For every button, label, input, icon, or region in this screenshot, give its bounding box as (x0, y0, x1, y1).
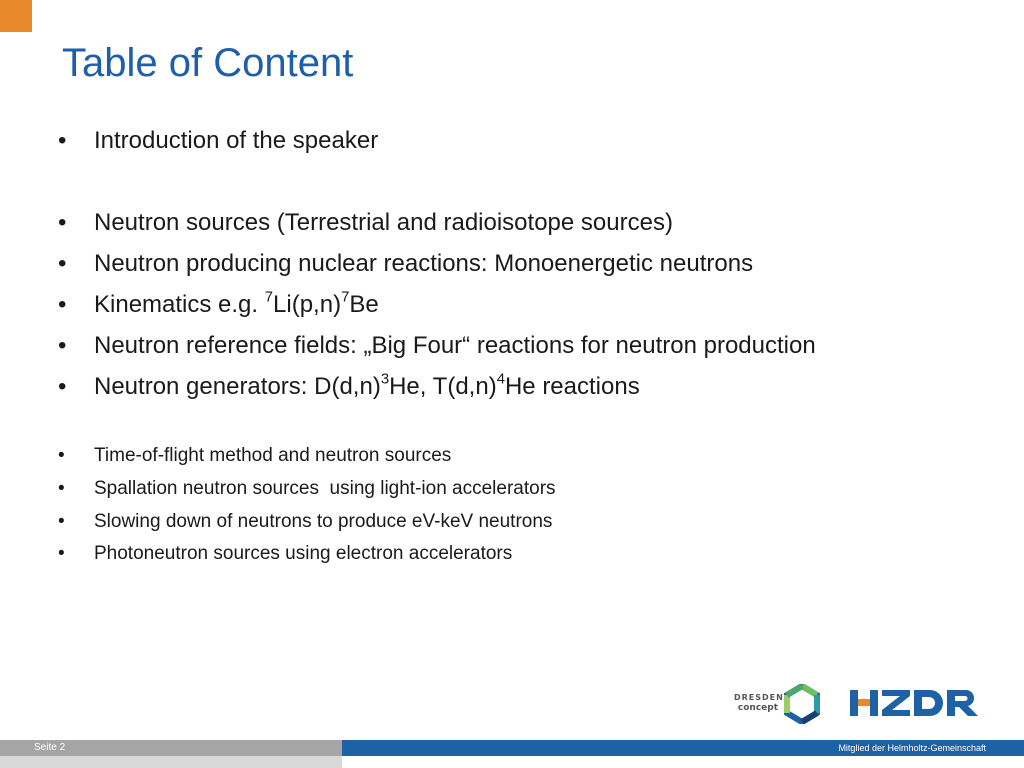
item-text: Introduction of the speaker (94, 127, 379, 154)
bullet: • (58, 209, 67, 236)
dresden-ring-icon (782, 684, 822, 724)
item-text (94, 290, 379, 320)
item-text-part: He, T(d,n) (389, 373, 497, 400)
superscript: 7 (264, 289, 274, 306)
hzdr-logo (848, 688, 984, 718)
item-text-part: Li(p,n) (273, 291, 342, 318)
helmholtz-membership: Mitglied der Helmholtz-Gemeinschaft (838, 743, 986, 753)
item-text: Neutron producing nuclear reactions: Monoenergetic neutrons (94, 250, 754, 277)
bullet: • (58, 291, 67, 318)
bullet: • (58, 478, 65, 499)
item-text: Photoneutron sources using electron accelerators (94, 543, 513, 564)
item-text: Neutron sources (Terrestrial and radioisotope sources) (94, 209, 673, 236)
footer-right-lower-band (342, 756, 1024, 768)
bullet: • (58, 127, 67, 154)
bullet: • (58, 543, 65, 564)
page-number: Seite 2 (34, 742, 66, 753)
item-text: Spallation neutron sources using light-ion accelerators (94, 478, 556, 499)
bullet: • (58, 332, 67, 359)
item-text (94, 372, 640, 402)
superscript: 4 (496, 371, 505, 388)
item-text: Slowing down of neutrons to produce eV-keV neutrons (94, 511, 553, 532)
item-text-part: Be (349, 291, 379, 318)
bullet: • (58, 445, 65, 466)
slide-title: Table of Content (62, 41, 354, 85)
item-text: Time-of-flight method and neutron sources (94, 445, 452, 466)
item-text-part: Neutron generators: D(d,n) (94, 373, 381, 400)
footer-left-lower-band (0, 756, 342, 768)
dresden-word: DRESDEN (734, 693, 784, 702)
dresden-concept-logo (734, 684, 824, 726)
item-text-part: Kinematics e.g. (94, 291, 265, 318)
superscript: 7 (341, 289, 350, 306)
item-text: Neutron reference fields: „Big Four“ reactions for neutron production (94, 332, 816, 359)
bullet: • (58, 511, 65, 532)
superscript: 3 (380, 371, 390, 388)
dresden-concept-text (734, 692, 784, 714)
concept-word: concept (737, 703, 778, 713)
bullet: • (58, 250, 67, 277)
item-text-part: He reactions (504, 373, 640, 400)
bullet: • (58, 373, 67, 400)
